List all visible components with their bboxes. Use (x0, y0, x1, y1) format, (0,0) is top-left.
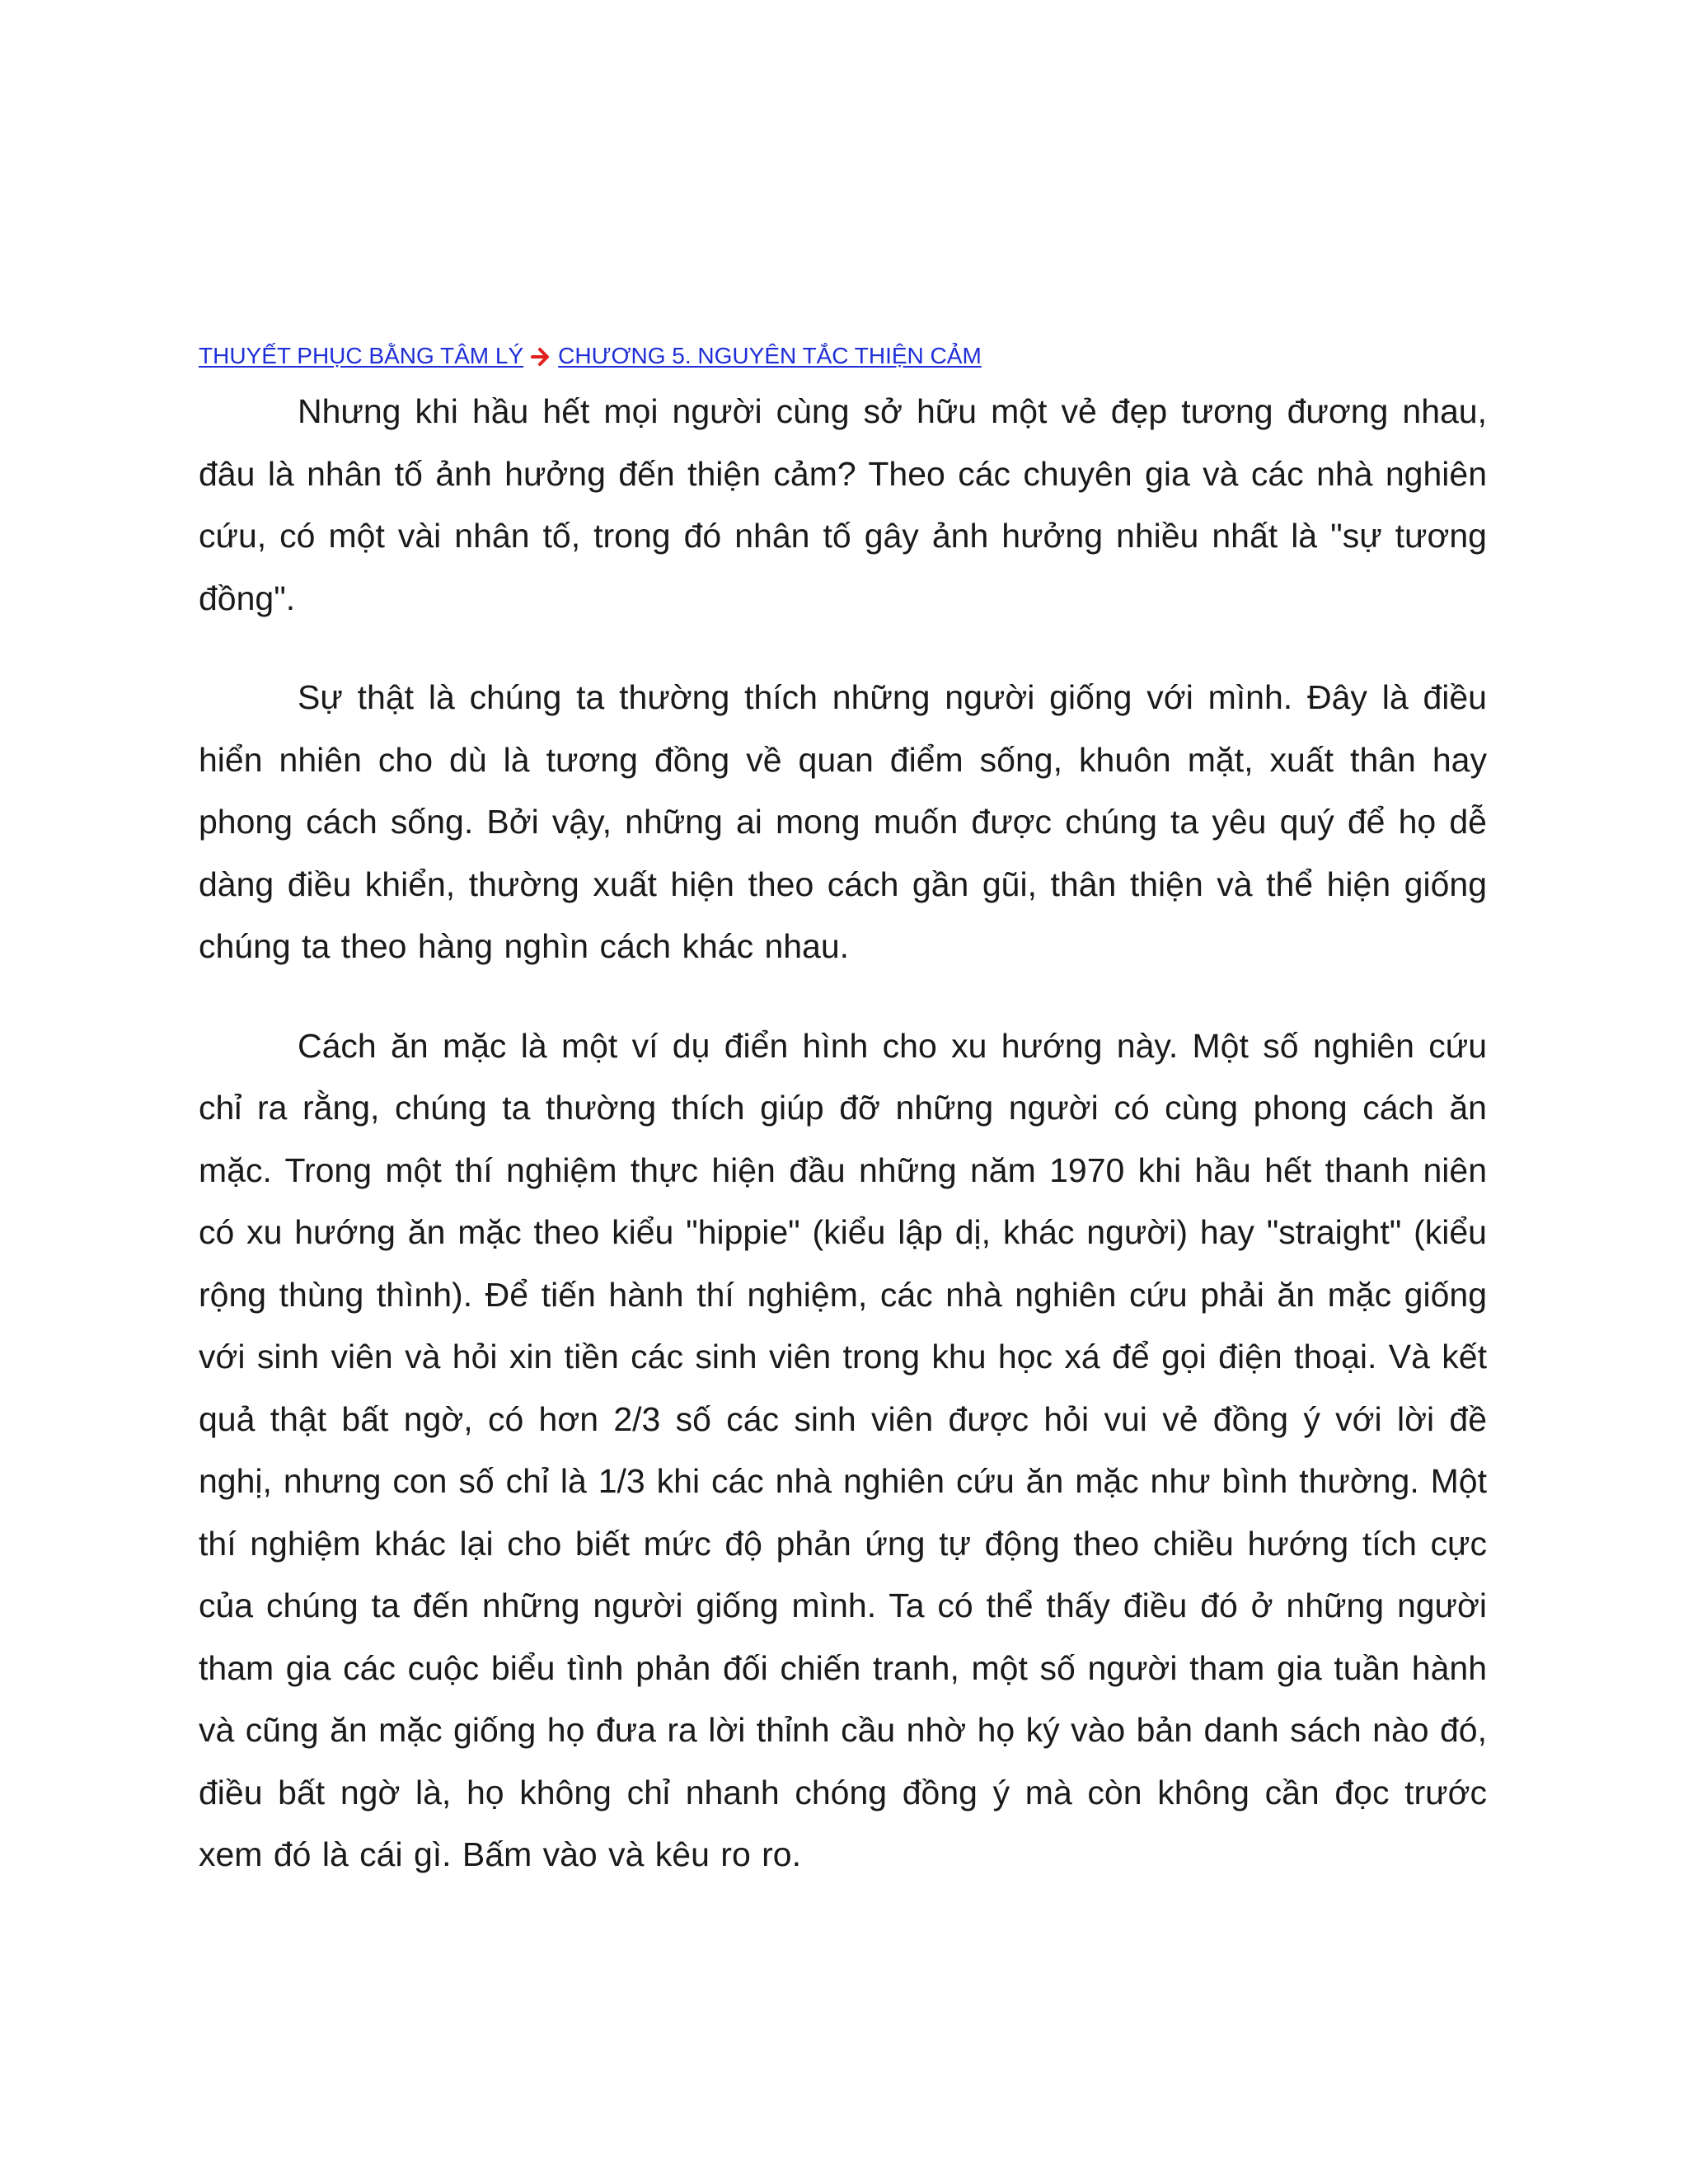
paragraph-similarity-preference: Sự thật là chúng ta thường thích những người giống với mình. Đây là điều hiển nhiên cho dù là tương đồng về quan điểm sống, khuôn mặt, xuất thân hay phong cách sống. Bởi vậy, những ai mong muốn được chúng ta yêu quý để họ dễ dàng điều khiển, thường xuất hiện theo cách gần gũi, thân thiện và thể hiện giống chúng ta theo hàng nghìn cách khác nhau. (199, 678, 1487, 965)
breadcrumb (199, 340, 1484, 373)
right-arrow-icon (530, 340, 551, 373)
breadcrumb-link-book[interactable]: THUYẾT PHỤC BẰNG TÂM LÝ (199, 343, 524, 368)
paragraph-similarity-intro: Nhưng khi hầu hết mọi người cùng sở hữu một vẻ đẹp tương đương nhau, đâu là nhân tố ảnh hưởng đến thiện cảm? Theo các chuyên gia và các nhà nghiên cứu, có một vài nhân tố, trong đó nhân tố gây ảnh hưởng nhiều nhất là "sự tương đồng". (199, 392, 1487, 617)
breadcrumb-link-chapter[interactable]: CHƯƠNG 5. NGUYÊN TẮC THIỆN CẢM (558, 343, 982, 368)
paragraph-clothing-example: Cách ăn mặc là một ví dụ điển hình cho xu hướng này. Một số nghiên cứu chỉ ra rằng, chúng ta thường thích giúp đỡ những người có cùng phong cách ăn mặc. Trong một thí nghiệm thực hiện đầu những năm 1970 khi hầu hết thanh niên có xu hướng ăn mặc theo kiểu "hippie" (kiểu lập dị, khác người) hay "straight" (kiểu rộng thùng thình). Để tiến hành thí nghiệm, các nhà nghiên cứu phải ăn mặc giống với sinh viên và hỏi xin tiền các sinh viên trong khu học xá để gọi điện thoại. Và kết quả thật bất ngờ, có hơn 2/3 số các sinh viên được hỏi vui vẻ đồng ý với lời đề nghị, nhưng con số chỉ là 1/3 khi các nhà nghiên cứu ăn mặc như bình thường. Một thí nghiệm khác lại cho biết mức độ phản ứng tự động theo chiều hướng tích cực của chúng ta đến những người giống mình. Ta có thể thấy điều đó ở những người tham gia các cuộc biểu tình phản đối chiến tranh, một số người tham gia tuần hành và cũng ăn mặc giống họ đưa ra lời thỉnh cầu nhờ họ ký vào bản danh sách nào đó, điều bất ngờ là, họ không chỉ nhanh chóng đồng ý mà còn không cần đọc trước xem đó là cái gì. Bấm vào và kêu ro ro. (199, 1026, 1487, 1873)
body-text (199, 381, 1487, 1924)
